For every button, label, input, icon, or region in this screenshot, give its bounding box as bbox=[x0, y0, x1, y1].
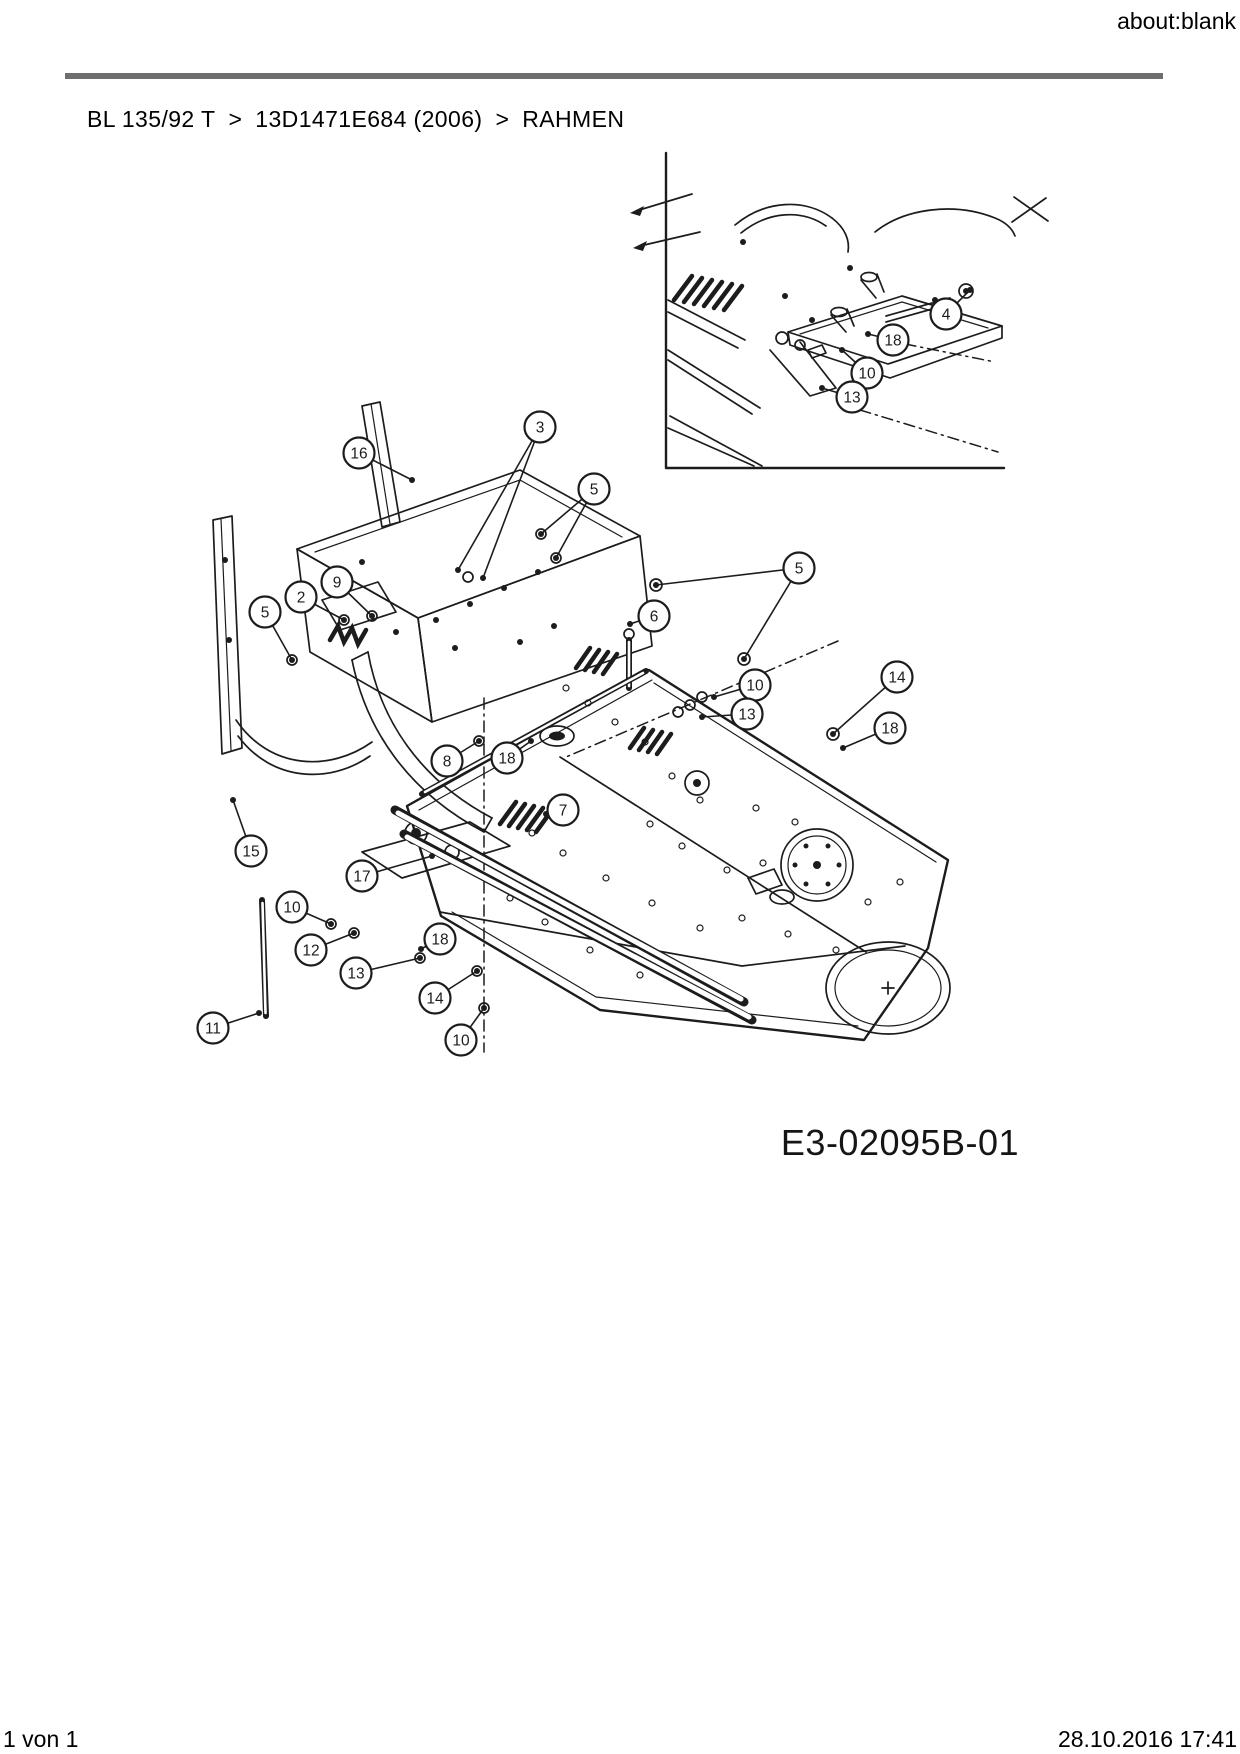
callout-18 bbox=[865, 325, 909, 356]
callout-14 bbox=[420, 968, 481, 1014]
grip-pad bbox=[500, 802, 552, 832]
callout-10 bbox=[711, 670, 771, 701]
svg-text:17: 17 bbox=[353, 868, 371, 886]
callout-15 bbox=[230, 797, 267, 867]
svg-text:5: 5 bbox=[794, 560, 804, 578]
svg-text:11: 11 bbox=[204, 1020, 222, 1038]
svg-text:5: 5 bbox=[260, 604, 270, 622]
callout-5 bbox=[653, 553, 815, 663]
callout-11 bbox=[198, 1010, 263, 1044]
callout-16 bbox=[344, 438, 416, 484]
callout-13 bbox=[341, 955, 424, 989]
svg-text:6: 6 bbox=[649, 608, 659, 626]
breadcrumb-separator: > bbox=[228, 106, 243, 132]
fasteners bbox=[287, 529, 839, 1013]
svg-text:16: 16 bbox=[350, 445, 368, 463]
callout-13 bbox=[699, 699, 763, 730]
svg-text:10: 10 bbox=[746, 677, 764, 695]
svg-text:15: 15 bbox=[242, 843, 260, 861]
svg-text:13: 13 bbox=[738, 706, 756, 724]
callout-3 bbox=[455, 412, 556, 582]
tower-bolts bbox=[331, 559, 557, 651]
svg-text:18: 18 bbox=[431, 931, 449, 949]
breadcrumb-model: BL 135/92 T bbox=[87, 106, 216, 132]
callout-4 bbox=[931, 287, 974, 330]
svg-text:9: 9 bbox=[332, 574, 342, 592]
svg-text:10: 10 bbox=[452, 1032, 470, 1050]
grip-pad bbox=[630, 728, 671, 754]
svg-text:18: 18 bbox=[498, 750, 516, 768]
svg-text:10: 10 bbox=[283, 899, 301, 917]
page-url: about:blank bbox=[1117, 8, 1236, 34]
breadcrumb-separator: > bbox=[495, 106, 510, 132]
footer-datetime: 28.10.2016 17:41 bbox=[1057, 1726, 1237, 1752]
svg-text:8: 8 bbox=[442, 753, 452, 771]
svg-text:7: 7 bbox=[558, 802, 568, 820]
svg-text:18: 18 bbox=[881, 720, 899, 738]
svg-text:14: 14 bbox=[426, 990, 444, 1008]
svg-text:14: 14 bbox=[888, 669, 906, 687]
svg-text:13: 13 bbox=[843, 389, 861, 407]
callout-6 bbox=[627, 601, 670, 632]
callout-18 bbox=[492, 738, 535, 774]
drawing-number: E3-02095B-01 bbox=[780, 1122, 1020, 1163]
inset-detail-view bbox=[630, 153, 1048, 468]
svg-text:18: 18 bbox=[884, 332, 902, 350]
footer-page-count: 1 von 1 bbox=[3, 1726, 79, 1752]
spring bbox=[330, 626, 366, 644]
grip-pad bbox=[674, 276, 742, 310]
svg-text:13: 13 bbox=[347, 965, 365, 983]
breadcrumb-article: 13D1471E684 (2006) bbox=[255, 106, 483, 132]
callout-10 bbox=[277, 892, 335, 928]
svg-text:2: 2 bbox=[296, 589, 306, 607]
callout-10 bbox=[446, 1005, 488, 1056]
callout-18 bbox=[418, 924, 456, 955]
breadcrumb-section: RAHMEN bbox=[522, 106, 625, 132]
callout-8 bbox=[432, 738, 483, 777]
svg-text:5: 5 bbox=[589, 481, 599, 499]
mower-deck bbox=[287, 529, 950, 1040]
callout-7 bbox=[543, 795, 579, 826]
svg-text:3: 3 bbox=[535, 419, 545, 437]
svg-text:12: 12 bbox=[302, 942, 320, 960]
callout-13 bbox=[819, 382, 868, 413]
svg-text:10: 10 bbox=[858, 365, 876, 383]
svg-text:4: 4 bbox=[941, 306, 951, 324]
